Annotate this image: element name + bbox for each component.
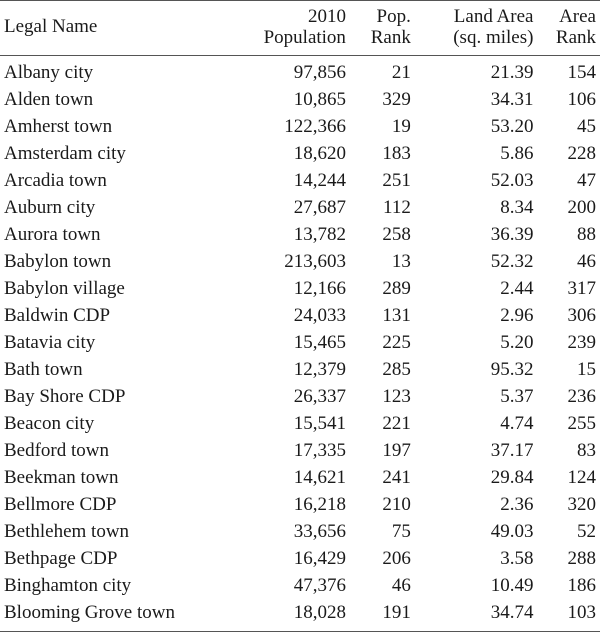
cell-area-rank: 46 — [577, 250, 596, 272]
cell-area-rank: 288 — [567, 547, 596, 569]
header-pop-rank-line2: Rank — [370, 26, 411, 48]
cell-area-rank: 154 — [567, 61, 596, 83]
cell-area-rank: 45 — [577, 115, 596, 137]
cell-legal-name: Beacon city — [4, 412, 95, 434]
cell-population: 18,028 — [293, 601, 346, 623]
cell-land-area: 49.03 — [490, 520, 534, 542]
cell-land-area: 53.20 — [490, 115, 534, 137]
cell-legal-name: Babylon village — [4, 277, 125, 299]
cell-land-area: 52.03 — [490, 169, 534, 191]
cell-land-area: 2.44 — [500, 277, 534, 299]
cell-population: 16,218 — [293, 493, 346, 515]
cell-population: 14,621 — [293, 466, 346, 488]
header-pop-rank — [350, 1, 423, 56]
header-land-area-line1: Land Area — [453, 6, 534, 27]
header-land-area — [423, 1, 538, 56]
table-row — [0, 438, 600, 465]
cell-land-area: 4.74 — [500, 412, 534, 434]
table-row — [0, 114, 600, 141]
cell-legal-name: Bethlehem town — [4, 520, 130, 542]
table-row — [0, 276, 600, 303]
cell-legal-name: Auburn city — [4, 196, 96, 218]
table-row — [0, 465, 600, 492]
cell-pop-rank: 289 — [382, 277, 411, 299]
cell-pop-rank: 329 — [382, 88, 411, 110]
cell-area-rank: 124 — [567, 466, 596, 488]
header-population-line1: 2010 — [307, 6, 346, 27]
cell-legal-name: Bellmore CDP — [4, 493, 117, 515]
cell-population: 12,166 — [293, 277, 346, 299]
cell-legal-name: Bath town — [4, 358, 83, 380]
cell-area-rank: 52 — [577, 520, 596, 542]
cell-land-area: 5.37 — [500, 385, 534, 407]
table-row — [0, 384, 600, 411]
cell-land-area: 37.17 — [490, 439, 534, 461]
cell-pop-rank: 112 — [383, 196, 411, 218]
cell-population: 15,465 — [293, 331, 346, 353]
cell-pop-rank: 206 — [382, 547, 411, 569]
cell-area-rank: 15 — [577, 358, 596, 380]
header-population-line2: Population — [263, 26, 346, 48]
table-row — [0, 492, 600, 519]
header-land-area-line2: (sq. miles) — [453, 26, 534, 48]
header-area-rank — [537, 1, 600, 56]
cell-legal-name: Batavia city — [4, 331, 96, 353]
cell-land-area: 5.20 — [500, 331, 534, 353]
cell-legal-name: Blooming Grove town — [4, 601, 175, 623]
table-header — [0, 1, 600, 56]
cell-pop-rank: 75 — [391, 520, 411, 542]
cell-population: 10,865 — [293, 88, 346, 110]
cell-area-rank: 239 — [567, 331, 596, 353]
table-row — [0, 411, 600, 438]
cell-land-area: 34.74 — [490, 601, 534, 623]
header-legal-name-label: Legal Name — [4, 16, 98, 38]
cell-pop-rank: 285 — [382, 358, 411, 380]
table-row — [0, 222, 600, 249]
header-legal-name — [0, 1, 233, 56]
cell-population: 12,379 — [293, 358, 346, 380]
cell-pop-rank: 251 — [382, 169, 411, 191]
table-row — [0, 546, 600, 573]
cell-legal-name: Alden town — [4, 88, 94, 110]
cell-pop-rank: 46 — [391, 574, 411, 596]
table-row — [0, 141, 600, 168]
header-area-rank-line2: Rank — [555, 26, 596, 48]
cell-land-area: 10.49 — [490, 574, 534, 596]
cell-area-rank: 106 — [567, 88, 596, 110]
cell-population: 97,856 — [293, 61, 346, 83]
header-population — [233, 1, 350, 56]
cell-land-area: 95.32 — [490, 358, 534, 380]
table-row — [0, 573, 600, 600]
cell-land-area: 36.39 — [490, 223, 534, 245]
table-row — [0, 357, 600, 384]
cell-population: 33,656 — [293, 520, 346, 542]
header-area-rank-line1: Area — [559, 6, 596, 27]
cell-population: 15,541 — [293, 412, 346, 434]
cell-area-rank: 186 — [567, 574, 596, 596]
cell-pop-rank: 197 — [382, 439, 411, 461]
cell-area-rank: 47 — [577, 169, 596, 191]
cell-pop-rank: 123 — [382, 385, 411, 407]
cell-population: 26,337 — [293, 385, 346, 407]
table-row — [0, 168, 600, 195]
cell-population: 13,782 — [293, 223, 346, 245]
cell-area-rank: 103 — [567, 601, 596, 623]
cell-land-area: 34.31 — [490, 88, 534, 110]
cell-area-rank: 320 — [567, 493, 596, 515]
cell-land-area: 52.32 — [490, 250, 534, 272]
cell-population: 47,376 — [293, 574, 346, 596]
table-row — [0, 600, 600, 632]
cell-land-area: 8.34 — [500, 196, 534, 218]
cell-population: 213,603 — [284, 250, 346, 272]
cell-land-area: 3.58 — [500, 547, 534, 569]
cell-area-rank: 200 — [567, 196, 596, 218]
cell-legal-name: Beekman town — [4, 466, 119, 488]
cell-legal-name: Arcadia town — [4, 169, 107, 191]
cell-population: 24,033 — [293, 304, 346, 326]
table-body — [0, 55, 600, 631]
cell-land-area: 5.86 — [500, 142, 534, 164]
cell-legal-name: Bedford town — [4, 439, 110, 461]
cell-area-rank: 255 — [567, 412, 596, 434]
cell-pop-rank: 183 — [382, 142, 411, 164]
cell-pop-rank: 258 — [382, 223, 411, 245]
header-row — [0, 1, 600, 56]
cell-legal-name: Amsterdam city — [4, 142, 126, 164]
cell-land-area: 2.36 — [500, 493, 534, 515]
cell-pop-rank: 131 — [382, 304, 411, 326]
cell-population: 122,366 — [284, 115, 346, 137]
cell-area-rank: 236 — [567, 385, 596, 407]
cell-land-area: 21.39 — [490, 61, 534, 83]
cell-pop-rank: 210 — [382, 493, 411, 515]
cell-legal-name: Bethpage CDP — [4, 547, 118, 569]
table-row — [0, 303, 600, 330]
cell-population: 27,687 — [293, 196, 346, 218]
cell-legal-name: Albany city — [4, 61, 94, 83]
cell-population: 14,244 — [293, 169, 346, 191]
cell-area-rank: 83 — [577, 439, 596, 461]
cell-area-rank: 88 — [577, 223, 596, 245]
cell-pop-rank: 191 — [382, 601, 411, 623]
cell-area-rank: 317 — [567, 277, 596, 299]
cell-pop-rank: 13 — [391, 250, 411, 272]
cell-area-rank: 228 — [567, 142, 596, 164]
cell-land-area: 2.96 — [500, 304, 534, 326]
table-row — [0, 195, 600, 222]
cell-legal-name: Binghamton city — [4, 574, 132, 596]
cell-population: 17,335 — [293, 439, 346, 461]
cell-legal-name: Babylon town — [4, 250, 112, 272]
cell-population: 16,429 — [293, 547, 346, 569]
cell-pop-rank: 241 — [382, 466, 411, 488]
cell-legal-name: Baldwin CDP — [4, 304, 111, 326]
cell-land-area: 29.84 — [490, 466, 534, 488]
cell-population: 18,620 — [293, 142, 346, 164]
cell-legal-name: Amherst town — [4, 115, 113, 137]
table-row — [0, 55, 600, 87]
table-row — [0, 87, 600, 114]
cell-pop-rank: 21 — [391, 61, 411, 83]
cell-legal-name: Aurora town — [4, 223, 101, 245]
header-pop-rank-line1: Pop. — [376, 6, 411, 27]
table-row — [0, 330, 600, 357]
cell-pop-rank: 19 — [391, 115, 411, 137]
table-row — [0, 249, 600, 276]
cell-pop-rank: 221 — [382, 412, 411, 434]
cell-area-rank: 306 — [567, 304, 596, 326]
cell-legal-name: Bay Shore CDP — [4, 385, 126, 407]
cell-pop-rank: 225 — [382, 331, 411, 353]
table-row — [0, 519, 600, 546]
